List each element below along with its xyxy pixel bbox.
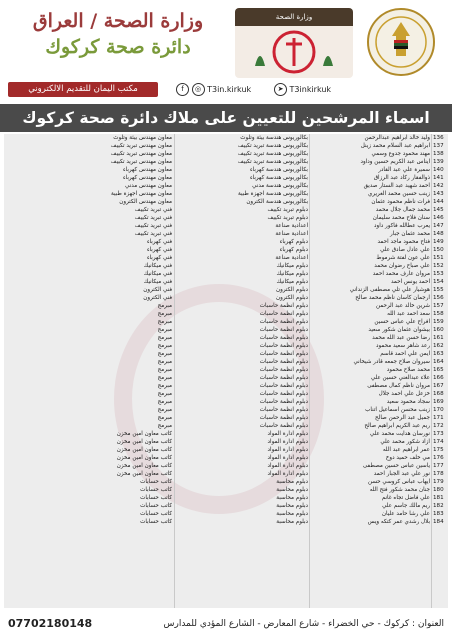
candidate-job: مبرمج	[157, 303, 172, 309]
candidate-degree: دبلوم انظمة حاسبات	[259, 367, 308, 373]
candidate-degree: دبلوم تبريد تكييف	[267, 207, 308, 213]
table-row	[4, 318, 448, 326]
table-row	[4, 198, 448, 206]
telegram-handle-text: T3inkirkuk	[289, 85, 332, 94]
candidate-name: علي صباح رضوان محمد	[374, 263, 430, 269]
candidate-degree: بكالوريوس هندسة بيئة وتلوث	[240, 135, 308, 141]
candidate-job: كاتب حسابات	[140, 487, 172, 493]
candidate-name: محمد عثمان جبار	[390, 231, 430, 237]
row-number: 178	[433, 471, 444, 477]
candidate-degree: دبلوم انظمة حاسبات	[259, 375, 308, 381]
candidate-job: كاتب معاون امين مخزن	[116, 431, 172, 437]
ministry-health-logo	[235, 8, 353, 78]
candidate-degree: دبلوم كهرباء	[279, 239, 308, 245]
row-number: 151	[433, 255, 444, 261]
table-row	[4, 518, 448, 526]
candidate-name: خزعل علي احمد جلال	[378, 391, 430, 397]
table-row	[4, 382, 448, 390]
candidate-job: معاون مهندس تبريد تكييف	[110, 143, 172, 149]
candidate-job: مبرمج	[157, 407, 172, 413]
table-row	[4, 294, 448, 302]
candidate-job: معاون مهندس كهرباء	[122, 167, 172, 173]
candidate-job: كاتب حسابات	[140, 479, 172, 485]
candidate-degree: دبلوم انظمة حاسبات	[259, 319, 308, 325]
candidate-degree: دبلوم انظمة حاسبات	[259, 311, 308, 317]
candidate-degree: دبلوم محاسبة	[276, 511, 308, 517]
ministry-logo-text: وزارة الصحة	[235, 8, 353, 26]
candidate-degree: دبلوم انظمة حاسبات	[259, 335, 308, 341]
candidate-job: مبرمج	[157, 335, 172, 341]
table-row	[4, 470, 448, 478]
table-row	[4, 406, 448, 414]
candidate-degree: دبلوم الكترون	[276, 287, 308, 293]
candidate-job: كاتب معاون امين مخزن	[116, 439, 172, 445]
row-number: 144	[433, 199, 444, 205]
candidate-degree: دبلوم محاسبة	[276, 479, 308, 485]
candidate-degree: اعدادية صناعة	[275, 223, 308, 229]
table-row	[4, 422, 448, 430]
candidate-degree: دبلوم انظمة حاسبات	[259, 343, 308, 349]
candidate-name: مروان عارف محمد احمد	[372, 271, 430, 277]
candidate-list	[4, 134, 448, 608]
table-row	[4, 342, 448, 350]
candidate-name: وليد خالد ابراهيم عبدالرحمن	[364, 135, 430, 141]
candidate-name: ايمن علي احمد قاسم	[380, 351, 430, 357]
candidate-job: كاتب حسابات	[140, 511, 172, 517]
row-number: 168	[433, 391, 444, 397]
row-number: 177	[433, 463, 444, 469]
candidate-name: فرات ناظم محمود عثمان	[371, 199, 430, 205]
row-number: 146	[433, 215, 444, 221]
row-number: 149	[433, 239, 444, 245]
row-number: 167	[433, 383, 444, 389]
table-row	[4, 206, 448, 214]
table-row	[4, 502, 448, 510]
candidate-name: ازاد شكور محمد علي	[380, 439, 430, 445]
row-number: 142	[433, 183, 444, 189]
candidate-job: مبرمج	[157, 319, 172, 325]
candidate-degree: دبلوم محاسبة	[276, 495, 308, 501]
table-row	[4, 174, 448, 182]
row-number: 154	[433, 279, 444, 285]
candidate-name: مهند محمود جدوع وسمي	[371, 151, 430, 157]
table-row	[4, 262, 448, 270]
footer-address: العنوان : كركوك - حي الخضراء - شارع المعارض - الشارع المؤدي للمدارس	[163, 619, 444, 629]
row-number: 157	[433, 303, 444, 309]
candidate-degree: بكالوريوس هندسة تبريد تكييف	[237, 151, 308, 157]
candidate-job: كاتب معاون امين مخزن	[116, 471, 172, 477]
candidate-job: مبرمج	[157, 423, 172, 429]
candidate-degree: بكالوريوس هندسة كهرباء	[250, 167, 308, 173]
candidate-name: ريم عبد الكريم ابراهيم صالح	[364, 423, 430, 429]
table-row	[4, 214, 448, 222]
row-number: 147	[433, 223, 444, 229]
table-row	[4, 462, 448, 470]
candidate-job: مبرمج	[157, 311, 172, 317]
candidate-degree: دبلوم محاسبة	[276, 503, 308, 509]
table-row	[4, 150, 448, 158]
row-number: 136	[433, 135, 444, 141]
row-number: 174	[433, 439, 444, 445]
row-number: 166	[433, 375, 444, 381]
row-number: 141	[433, 175, 444, 181]
brand-line-ministry: وزارة الصحة / العراق	[32, 10, 204, 32]
candidate-job: مبرمج	[157, 383, 172, 389]
candidate-degree: دبلوم ميكانيك	[276, 271, 308, 277]
candidate-job: معاون مهندس كهرباء	[122, 175, 172, 181]
table-row	[4, 374, 448, 382]
table-row	[4, 366, 448, 374]
candidate-job: فني ميكانيك	[143, 263, 172, 269]
table-row	[4, 326, 448, 334]
row-number: 145	[433, 207, 444, 213]
brand-title	[8, 8, 228, 63]
candidate-name: محمد جمال جلال محمد	[375, 207, 430, 213]
header	[0, 0, 452, 82]
candidate-name: محمد صلاح محمود	[386, 367, 430, 373]
candidate-name: جنان محمد شكور فتح الله	[369, 487, 430, 493]
social-bar	[0, 80, 452, 100]
row-number: 169	[433, 399, 444, 405]
candidate-degree: دبلوم انظمة حاسبات	[259, 327, 308, 333]
candidate-job: مبرمج	[157, 351, 172, 357]
candidate-degree: دبلوم انظمة حاسبات	[259, 351, 308, 357]
candidate-job: فني تبريد تكييف	[134, 207, 172, 213]
candidate-name: سيروان صلاح جمعه قادر شيخاني	[353, 359, 430, 365]
table-row	[4, 446, 448, 454]
facebook-handle-text: T3in.kirkuk	[207, 85, 252, 94]
candidate-degree: دبلوم ميكانيك	[276, 279, 308, 285]
candidate-name: علي رشا حامد عليان	[381, 511, 430, 517]
table-row	[4, 238, 448, 246]
candidate-name: عمر ابراهيم عبد الله	[382, 447, 430, 453]
candidate-degree: دبلوم محاسبة	[276, 519, 308, 525]
candidate-job: كاتب حسابات	[140, 495, 172, 501]
candidate-job: فني تبريد تكييف	[134, 231, 172, 237]
title-bar	[0, 104, 452, 132]
row-number: 165	[433, 367, 444, 373]
row-number: 143	[433, 191, 444, 197]
facebook-handle[interactable]	[176, 83, 251, 97]
candidate-degree: بكالوريوس هندسة تبريد تكييف	[237, 143, 308, 149]
candidate-job: كاتب معاون امين مخزن	[116, 463, 172, 469]
candidate-job: مبرمج	[157, 391, 172, 397]
row-number: 161	[433, 335, 444, 341]
candidate-name: ابراهيم عبد السلام محمد زينل	[360, 143, 430, 149]
candidate-job: معاون مهندس تبريد تكييف	[110, 159, 172, 165]
candidate-name: ارجمان كاسان ناظم محمد صالح	[355, 295, 430, 301]
row-number: 163	[433, 351, 444, 357]
row-number: 180	[433, 487, 444, 493]
table-row	[4, 302, 448, 310]
candidate-name: سنان فلاح محمد سليمان	[372, 215, 430, 221]
candidate-degree: بكالوريوس هندسة تبريد تكييف	[237, 159, 308, 165]
row-number: 156	[433, 295, 444, 301]
candidate-job: كاتب معاون امين مخزن	[116, 447, 172, 453]
table-row	[4, 486, 448, 494]
row-number: 183	[433, 511, 444, 517]
table-row	[4, 438, 448, 446]
row-number: 155	[433, 287, 444, 293]
table-row	[4, 390, 448, 398]
candidate-degree: دبلوم ادارة المواد	[267, 431, 308, 437]
row-number: 159	[433, 319, 444, 325]
candidate-degree: دبلوم انظمة حاسبات	[259, 391, 308, 397]
candidate-degree: بكالوريوس هندسة اجهزة طبية	[238, 191, 308, 197]
candidate-name: نورسان هدايت محمد علي	[369, 431, 430, 437]
candidate-degree: بكالوريوس هندسة مدني	[252, 183, 308, 189]
candidate-name: احمد يونس احمد	[390, 279, 430, 285]
candidate-job: مبرمج	[157, 367, 172, 373]
table-row	[4, 358, 448, 366]
telegram-icon: ➤	[274, 83, 287, 96]
candidate-name: رعد شاهر سعيد محمود	[376, 343, 430, 349]
candidate-job: معاون مهندس بيئة وتلوث	[113, 135, 172, 141]
candidate-job: فني تبريد تكييف	[134, 215, 172, 221]
table-row	[4, 278, 448, 286]
candidate-job: فني كهرباء	[146, 247, 172, 253]
footer-phone[interactable]: 07702180148	[8, 617, 93, 630]
candidate-name: علي عادل صادق علي	[380, 247, 430, 253]
row-number: 153	[433, 271, 444, 277]
row-number: 140	[433, 167, 444, 173]
row-number: 182	[433, 503, 444, 509]
candidate-name: علاء عبدالغني حسين علي	[370, 375, 430, 381]
candidate-name: ريم مالك جاسم علي	[382, 503, 430, 509]
candidate-degree: دبلوم تبريد تكييف	[267, 215, 308, 221]
iraq-emblem-logo	[366, 6, 436, 78]
candidate-name: نور علي عبد الجبار احمد	[373, 471, 430, 477]
candidate-degree: دبلوم انظمة حاسبات	[259, 359, 308, 365]
candidate-job: معاون مهندس الكترون	[119, 199, 172, 205]
table-row	[4, 414, 448, 422]
footer	[0, 610, 452, 640]
candidate-name: سجاد محمود سعيد	[386, 399, 430, 405]
candidate-name: احمد شهيد عبد الستار صديق	[363, 183, 430, 189]
candidate-name: ايهاب عباس كروسي حسن	[367, 479, 430, 485]
row-number: 158	[433, 311, 444, 317]
row-number: 137	[433, 143, 444, 149]
table-row	[4, 286, 448, 294]
candidate-degree: بكالوريوس هندسة كهرباء	[250, 175, 308, 181]
row-number: 184	[433, 519, 444, 525]
candidate-name: مي خلف حميد دوخ	[385, 455, 430, 461]
candidate-degree: اعدادية صناعة	[275, 255, 308, 261]
table-row	[4, 142, 448, 150]
candidate-job: فني ميكانيك	[143, 279, 172, 285]
candidate-name: سميرة علي عبد القادر	[378, 167, 430, 173]
candidate-name: زينب محسن اسماعيل اتناب	[365, 407, 430, 413]
row-number: 164	[433, 359, 444, 365]
candidate-job: فني تبريد تكييف	[134, 223, 172, 229]
candidate-name: شرين خالد عبد الرحمن	[376, 303, 430, 309]
candidate-degree: دبلوم ادارة المواد	[267, 447, 308, 453]
candidate-name: مروان ناظم كمال مصطفى	[367, 383, 430, 389]
candidate-job: مبرمج	[157, 399, 172, 405]
candidate-name: علي فاضل تجاه غانم	[381, 495, 430, 501]
row-number: 171	[433, 415, 444, 421]
row-number: 176	[433, 455, 444, 461]
candidate-degree: دبلوم ادارة المواد	[267, 471, 308, 477]
table-row	[4, 510, 448, 518]
table-row	[4, 334, 448, 342]
candidate-job: فني ميكانيك	[143, 271, 172, 277]
row-number: 162	[433, 343, 444, 349]
candidate-job: مبرمج	[157, 343, 172, 349]
candidate-name: فتاح محمود ماجد احمد	[377, 239, 430, 245]
telegram-handle[interactable]	[274, 83, 331, 97]
table-row	[4, 494, 448, 502]
table-row	[4, 454, 448, 462]
candidate-name: جميل عبد الرحمن صالح	[375, 415, 430, 421]
candidate-degree: دبلوم كهرباء	[279, 247, 308, 253]
table-row	[4, 182, 448, 190]
row-number: 172	[433, 423, 444, 429]
candidate-job: مبرمج	[157, 415, 172, 421]
row-number: 150	[433, 247, 444, 253]
brand-line-directorate: دائرة صحة كركوك	[45, 36, 191, 58]
row-number: 138	[433, 151, 444, 157]
candidate-name: هوشيار علي تلي مصطفى الزنداني	[349, 287, 430, 293]
candidate-degree: دبلوم انظمة حاسبات	[259, 407, 308, 413]
candidate-job: فني الكترون	[143, 295, 172, 301]
row-number: 148	[433, 231, 444, 237]
candidate-name: يعرب عطالله فاكور داود	[374, 223, 430, 229]
candidate-job: معاون مهندس اجهزة طبية	[110, 191, 172, 197]
candidate-degree: دبلوم الكترون	[276, 295, 308, 301]
row-number: 175	[433, 447, 444, 453]
facebook-icon: f	[176, 83, 189, 96]
candidate-job: كاتب معاون امين مخزن	[116, 455, 172, 461]
candidate-job: معاون مهندس مدني	[125, 183, 172, 189]
candidate-job: مبرمج	[157, 375, 172, 381]
candidate-name: علي عون لفتة شرموط	[376, 255, 430, 261]
table-row	[4, 350, 448, 358]
page-title: اسماء المرشحين للتعيين على ملاك دائرة صحة كركوك	[22, 109, 430, 127]
table-row	[4, 254, 448, 262]
candidate-degree: دبلوم انظمة حاسبات	[259, 303, 308, 309]
table-row	[4, 270, 448, 278]
list-rows	[4, 134, 448, 526]
row-number: 179	[433, 479, 444, 485]
candidate-name: بلال رشدي عمر كتكه ويس	[367, 519, 430, 525]
candidate-degree: اعدادية صناعة	[275, 231, 308, 237]
table-row	[4, 398, 448, 406]
table-row	[4, 134, 448, 142]
candidate-degree: دبلوم انظمة حاسبات	[259, 415, 308, 421]
row-number: 160	[433, 327, 444, 333]
row-number: 173	[433, 431, 444, 437]
candidate-degree: دبلوم ميكانيك	[276, 263, 308, 269]
candidate-name: زينب حسين محمد الغريري	[367, 191, 430, 197]
candidate-degree: دبلوم انظمة حاسبات	[259, 399, 308, 405]
candidate-job: معاون مهندس تبريد تكييف	[110, 151, 172, 157]
candidate-job: فني الكترون	[143, 287, 172, 293]
candidate-name: بيشوان عثمان شكور سعيد	[368, 327, 430, 333]
row-number: 139	[433, 159, 444, 165]
candidate-degree: بكالوريوس هندسة الكترون	[246, 199, 308, 205]
candidate-job: كاتب حسابات	[140, 503, 172, 509]
candidate-degree: دبلوم انظمة حاسبات	[259, 383, 308, 389]
table-row	[4, 190, 448, 198]
candidate-job: مبرمج	[157, 359, 172, 365]
table-row	[4, 222, 448, 230]
table-row	[4, 246, 448, 254]
row-number: 170	[433, 407, 444, 413]
table-row	[4, 166, 448, 174]
table-row	[4, 430, 448, 438]
candidate-job: فني كهرباء	[146, 239, 172, 245]
candidate-name: سعد احمد عبد الله	[387, 311, 430, 317]
candidate-job: مبرمج	[157, 327, 172, 333]
candidate-job: كاتب حسابات	[140, 519, 172, 525]
candidate-degree: دبلوم ادارة المواد	[267, 455, 308, 461]
table-row	[4, 310, 448, 318]
candidate-name: افراح علي عباس حسين	[374, 319, 430, 325]
row-number: 181	[433, 495, 444, 501]
candidate-degree: دبلوم محاسبة	[276, 487, 308, 493]
candidate-degree: دبلوم انظمة حاسبات	[259, 423, 308, 429]
candidate-name: ياسين عباس حسين مصطفى	[362, 463, 430, 469]
candidate-job: فني كهرباء	[146, 255, 172, 261]
instagram-icon: ◎	[192, 83, 205, 96]
candidate-name: ذوالفقار ركاد عبد الرزاق	[373, 175, 430, 181]
office-label: مكتب اليمان للتقديم الالكتروني	[8, 82, 158, 97]
candidate-degree: دبلوم ادارة المواد	[267, 439, 308, 445]
row-number: 152	[433, 263, 444, 269]
candidate-name: رضا حسن عبد الله محمد	[372, 335, 430, 341]
candidate-degree: دبلوم ادارة المواد	[267, 463, 308, 469]
candidate-name: ايناس عبد الكريم حسين وداود	[360, 159, 430, 165]
table-row	[4, 158, 448, 166]
table-row	[4, 230, 448, 238]
table-row	[4, 478, 448, 486]
